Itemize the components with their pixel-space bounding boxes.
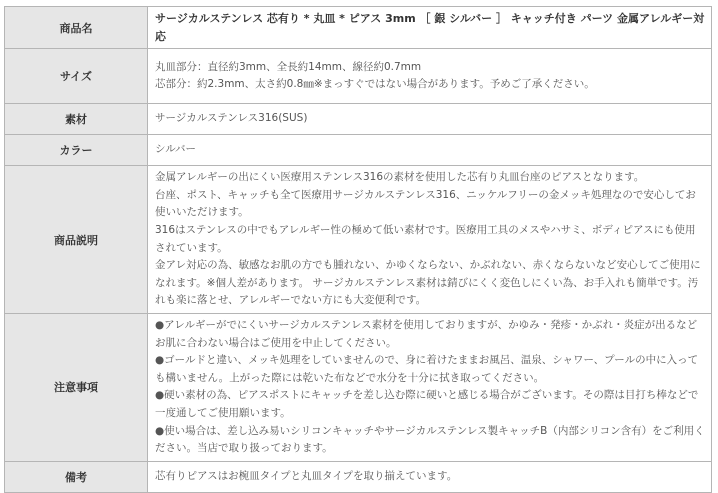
color-value [148,135,712,166]
remarks-value [148,461,712,492]
notes-label: 注意事項 [5,313,148,461]
description-value [148,166,712,314]
row-color [5,135,712,166]
product-name-text: サージカルステンレス 芯有り * 丸皿 * ピアス 3mm ［ 銀 シルバー ］ キャッチ付き パーツ 金属アレルギー対応 [155,12,705,43]
remarks-label: 備考 [5,461,148,492]
notes-line: ●ゴールドと違い、メッキ処理をしていませんので、身に着けたままお風呂、温泉、シャワー、プールの中に入って [155,354,699,367]
row-notes [5,313,712,461]
row-remarks [5,461,712,492]
row-material [5,104,712,135]
notes-line: ださい。当店で取り扱っております。 [155,442,333,455]
description-line: なれます。※個人差があります。 サージカルステンレス素材は錆びにくく変色しにくい為、お手入れも簡単です。汚 [155,276,699,289]
description-line: 台座、ポスト、キャッチも全て医療用サージカルステンレス316、ニッケルフリーの金メッキ処理なので安心してお [155,188,696,201]
description-line: 金属アレルギーの出にくい医療用ステンレス316の素材を使用した芯有り丸皿台座のピアスとなります。 [155,171,645,184]
description-line: 使いいただけます。 [155,206,249,219]
description-line: れも楽に落とせ、アレルギーでない方にも大変便利です。 [155,294,427,307]
description-line: されています。 [155,241,228,254]
product-spec-table [4,6,712,493]
color-text: シルバー [155,143,197,156]
size-line: 丸皿部分：直径約3mm、全長約14mm、線径約0.7mm [155,60,422,73]
description-line: 316はステンレスの中でもアレルギー性の極めて低い素材です。医療用工具のメスやハサミ、ボディピアスにも使用 [155,223,696,236]
notes-line: ●使い場合は、差し込み易いシリコンキャッチやサージカルステンレス製キャッチB（内部シリコン含有）をご利用く [155,424,705,437]
material-value [148,104,712,135]
material-text: サージカルステンレス316(SUS) [155,112,308,125]
size-line: 芯部分：約2.3mm、太さ約0.8㎜※まっすぐではない場合があります。予めご了承ください。 [155,78,595,91]
description-line: 金アレ対応の為、敏感なお肌の方でも腫れない、かゆくならない、かぶれない、赤くならないなど安心してご使用に [155,259,701,272]
notes-line: も構いません。上がった際には乾いた布などで水分を十分に拭き取ってください。 [155,371,545,384]
row-product-name [5,7,712,49]
notes-value [148,313,712,461]
row-size [5,49,712,104]
notes-line: 一度通してご使用願います。 [155,406,291,419]
size-label: サイズ [5,49,148,104]
description-label: 商品説明 [5,166,148,314]
notes-line: ●硬い素材の為、ピアスポストにキャッチを差し込む際に硬いと感じる場合がございます。その際は目打ち棒などで [155,389,699,402]
notes-line: お肌に合わない場合はご使用を中止してください。 [155,336,397,349]
notes-line: ●アレルギーがでにくいサージカルステンレス素材を使用しておりますが、かゆみ・発疹・かぶれ・炎症が出るなど [155,318,698,331]
color-label: カラー [5,135,148,166]
product-name-label: 商品名 [5,7,148,49]
material-label: 素材 [5,104,148,135]
size-value [148,49,712,104]
product-name-value [148,7,712,49]
remarks-text: 芯有りピアスはお椀皿タイプと丸皿タイプを取り揃えています。 [155,469,458,482]
row-description [5,166,712,314]
